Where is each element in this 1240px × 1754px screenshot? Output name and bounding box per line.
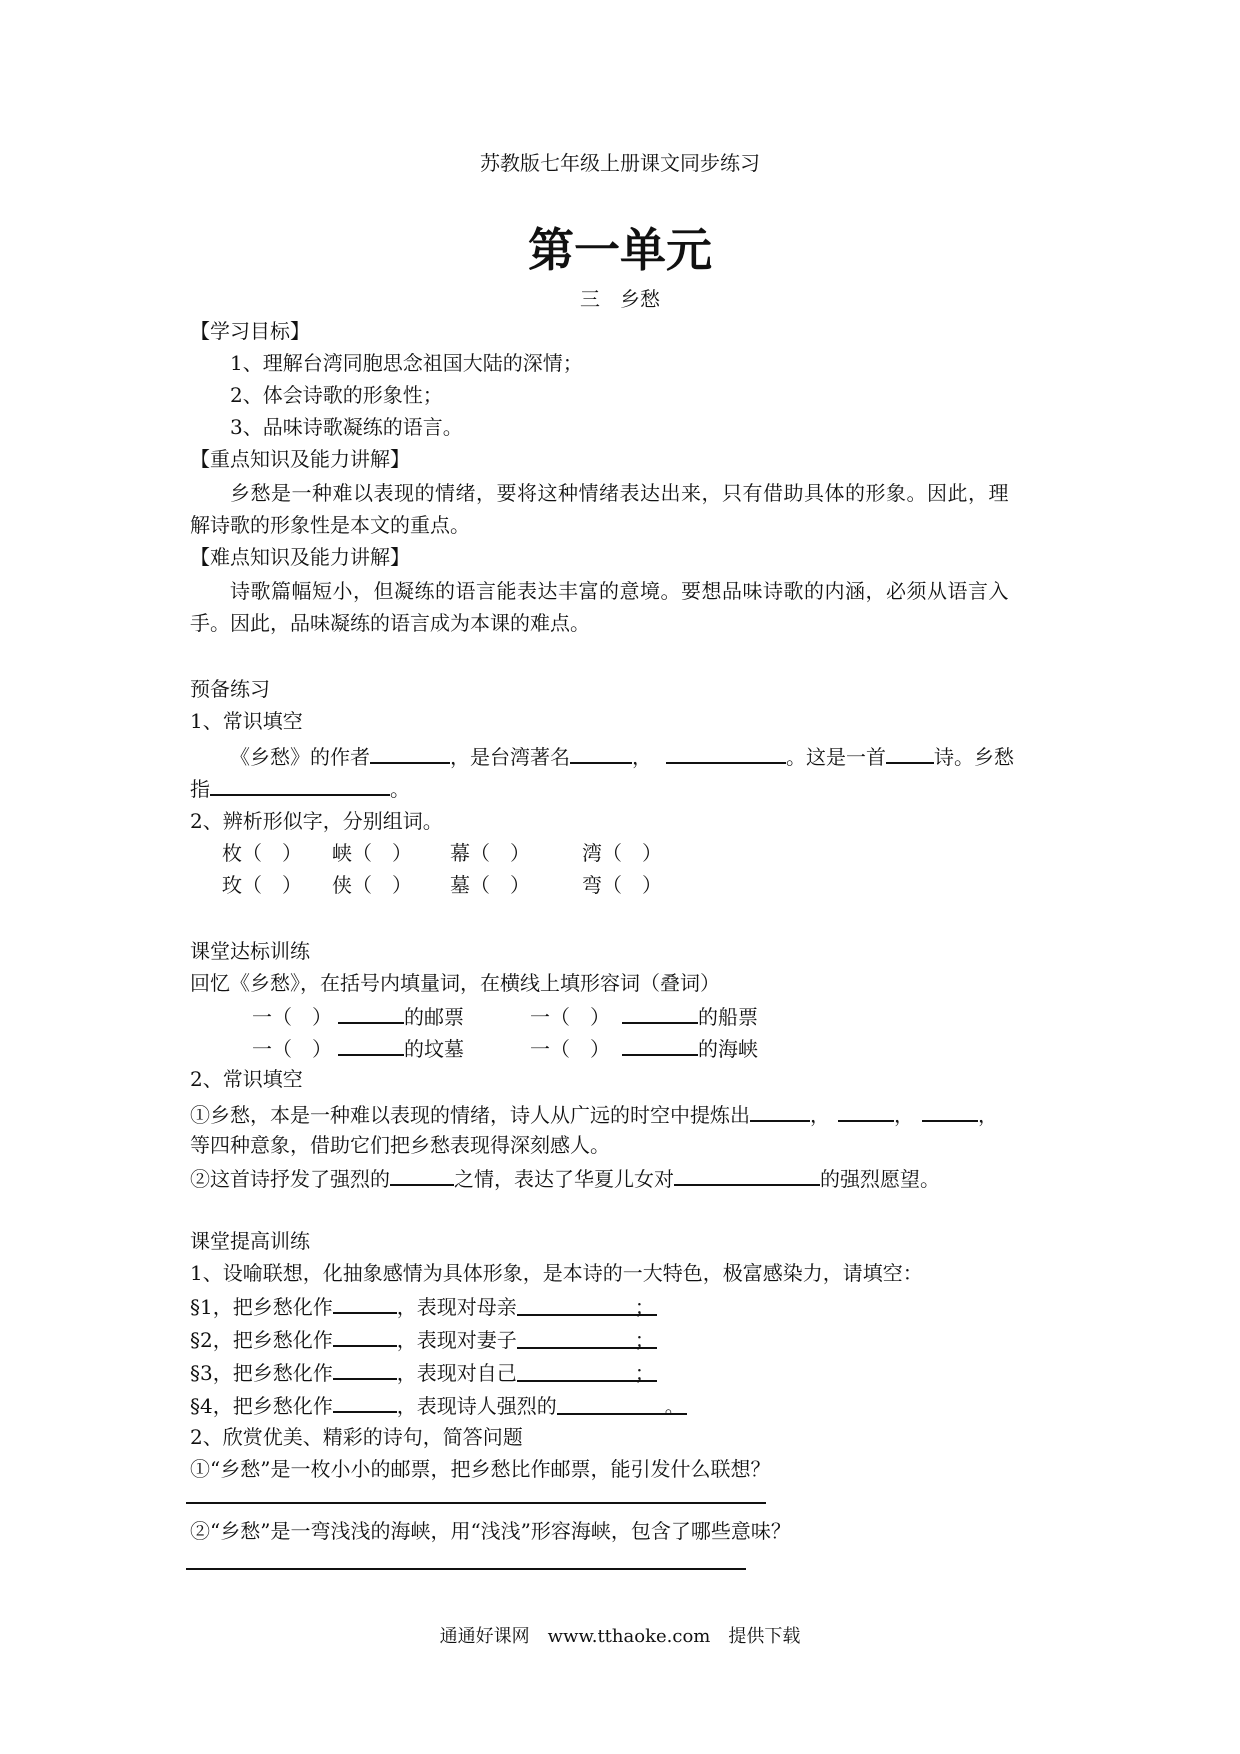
char-row <box>222 840 692 866</box>
blank[interactable] <box>210 774 390 796</box>
blank[interactable] <box>390 1164 454 1186</box>
blank[interactable] <box>886 742 934 764</box>
blank[interactable] <box>333 1391 397 1413</box>
prep-q1-text: 诗。乡愁 <box>934 745 1014 769</box>
prep-q1-text: 。这是一首 <box>786 745 886 769</box>
prep-q1-text: ， <box>632 745 652 769</box>
prep-q2-title: 2、辨析形似字，分别组词。 <box>190 809 443 833</box>
improve-s3 <box>190 1358 657 1386</box>
unit-title: 第一单元 <box>528 223 712 277</box>
improve-text: ，表现对母亲 <box>396 1295 517 1319</box>
improve-q2: 2、欣赏优美、精彩的诗句，简答问题 <box>190 1425 523 1449</box>
char-item: 峡（ ） <box>332 841 412 865</box>
lesson-title: 三 乡愁 <box>580 287 660 311</box>
improve-text: §3，把乡愁化作 <box>190 1361 333 1385</box>
improve-end: ； <box>634 1295 655 1319</box>
blank[interactable] <box>838 1100 894 1122</box>
measure-text: 一（ ） <box>252 1037 332 1061</box>
improve-s4 <box>190 1391 687 1419</box>
blank[interactable] <box>922 1100 978 1122</box>
class-c1-text: ， <box>810 1103 830 1127</box>
improve-text: §1，把乡愁化作 <box>190 1295 333 1319</box>
header-title: 苏教版七年级上册课文同步练习 <box>480 151 760 175</box>
measure-text: 的海峡 <box>698 1037 758 1061</box>
blank[interactable] <box>622 1002 698 1024</box>
measure-row <box>252 1034 758 1062</box>
blank[interactable] <box>517 1360 657 1385</box>
measure-row <box>252 1002 758 1030</box>
char-row <box>222 872 692 898</box>
answer-line[interactable] <box>186 1568 746 1570</box>
prep-q1-line <box>230 742 1014 770</box>
prep-q1-title: 1、常识填空 <box>190 709 303 733</box>
improve-s1 <box>190 1292 657 1320</box>
class-c1-text: ①乡愁，本是一种难以表现的情绪，诗人从广远的时空中提炼出 <box>190 1103 750 1127</box>
improve-text: ，表现对妻子 <box>396 1328 517 1352</box>
char-item: 弯（ ） <box>582 873 662 897</box>
improve-end: ； <box>634 1361 655 1385</box>
char-item: 侠（ ） <box>332 873 412 897</box>
blank[interactable] <box>333 1325 397 1347</box>
class-c1-text: ， <box>894 1103 914 1127</box>
key-points-text: 解诗歌的形象性是本文的重点。 <box>190 513 470 537</box>
improve-text: ，表现对自己 <box>396 1361 517 1385</box>
char-item: 枚（ ） <box>222 841 302 865</box>
blank[interactable] <box>370 742 450 764</box>
blank[interactable] <box>517 1294 657 1319</box>
class-c2-text: 之情，表达了华夏儿女对 <box>454 1167 674 1191</box>
improve-end: 。 <box>664 1394 685 1418</box>
class-c1-line <box>190 1100 998 1128</box>
improve-s2 <box>190 1325 657 1353</box>
key-points-text: 乡愁是一种难以表现的情绪，要将这种情绪表达出来，只有借助具体的形象。因此，理 <box>230 481 1009 505</box>
class-c2-text: 的强烈愿望。 <box>820 1167 940 1191</box>
key-points-heading: 【重点知识及能力讲解】 <box>190 447 410 471</box>
class-c2-line <box>190 1164 940 1192</box>
class-c2-text: ②这首诗抒发了强烈的 <box>190 1167 390 1191</box>
blank[interactable] <box>622 1034 698 1056</box>
blank[interactable] <box>750 1100 810 1122</box>
blank[interactable] <box>666 742 786 764</box>
difficult-points-text: 手。因此，品味凝练的语言成为本课的难点。 <box>190 611 590 635</box>
difficult-points-text: 诗歌篇幅短小，但凝练的语言能表达丰富的意境。要想品味诗歌的内涵，必须从语言入 <box>230 579 1009 603</box>
blank[interactable] <box>338 1002 404 1024</box>
improve-text: ，表现诗人强烈的 <box>396 1394 557 1418</box>
answer-line[interactable] <box>186 1502 766 1504</box>
blank[interactable] <box>333 1292 397 1314</box>
improve-q2-1: ①“乡愁”是一枚小小的邮票，把乡愁比作邮票，能引发什么联想？ <box>190 1457 771 1481</box>
blank[interactable] <box>338 1034 404 1056</box>
improve-text: §2，把乡愁化作 <box>190 1328 333 1352</box>
blank[interactable] <box>570 742 632 764</box>
objectives-heading: 【学习目标】 <box>190 319 310 343</box>
char-item: 玫（ ） <box>222 873 302 897</box>
improve-q2-2: ②“乡愁”是一弯浅浅的海峡，用“浅浅”形容海峡，包含了哪些意味？ <box>190 1519 791 1543</box>
class-q2-title: 2、常识填空 <box>190 1067 303 1091</box>
objective-item: 3、品味诗歌凝练的语言。 <box>230 415 463 439</box>
improve-q1: 1、设喻联想，化抽象感情为具体形象，是本诗的一大特色，极富感染力，请填空： <box>190 1261 923 1285</box>
measure-text: 一（ ） <box>530 1005 610 1029</box>
class-c1-text: ， <box>978 1103 998 1127</box>
objective-item: 2、体会诗歌的形象性； <box>230 383 443 407</box>
measure-text: 一（ ） <box>530 1037 610 1061</box>
class-intro: 回忆《乡愁》，在括号内填量词，在横线上填形容词（叠词） <box>190 971 720 995</box>
difficult-points-heading: 【难点知识及能力讲解】 <box>190 545 410 569</box>
measure-text: 的坟墓 <box>404 1037 464 1061</box>
char-item: 幕（ ） <box>450 841 530 865</box>
objective-item: 1、理解台湾同胞思念祖国大陆的深情； <box>230 351 583 375</box>
class-heading: 课堂达标训练 <box>190 939 310 963</box>
improve-text: §4，把乡愁化作 <box>190 1394 333 1418</box>
class-c1-line2: 等四种意象，借助它们把乡愁表现得深刻感人。 <box>190 1133 610 1157</box>
blank[interactable] <box>674 1164 820 1186</box>
prep-q1-text: 。 <box>390 777 410 801</box>
prep-q1-line2 <box>190 774 410 802</box>
prep-q1-text: 《乡愁》的作者 <box>230 745 370 769</box>
measure-text: 的船票 <box>698 1005 758 1029</box>
footer: 通通好课网 www.tthaoke.com 提供下载 <box>439 1626 801 1647</box>
blank[interactable] <box>557 1393 687 1418</box>
char-item: 墓（ ） <box>450 873 530 897</box>
measure-text: 的邮票 <box>404 1005 464 1029</box>
measure-text: 一（ ） <box>252 1005 332 1029</box>
prep-heading: 预备练习 <box>190 677 270 701</box>
char-item: 湾（ ） <box>582 841 662 865</box>
prep-q1-text: 指 <box>190 777 210 801</box>
blank[interactable] <box>333 1358 397 1380</box>
improve-heading: 课堂提高训练 <box>190 1229 310 1253</box>
blank[interactable] <box>517 1327 657 1352</box>
improve-end: ； <box>634 1328 655 1352</box>
prep-q1-text: ，是台湾著名 <box>450 745 570 769</box>
